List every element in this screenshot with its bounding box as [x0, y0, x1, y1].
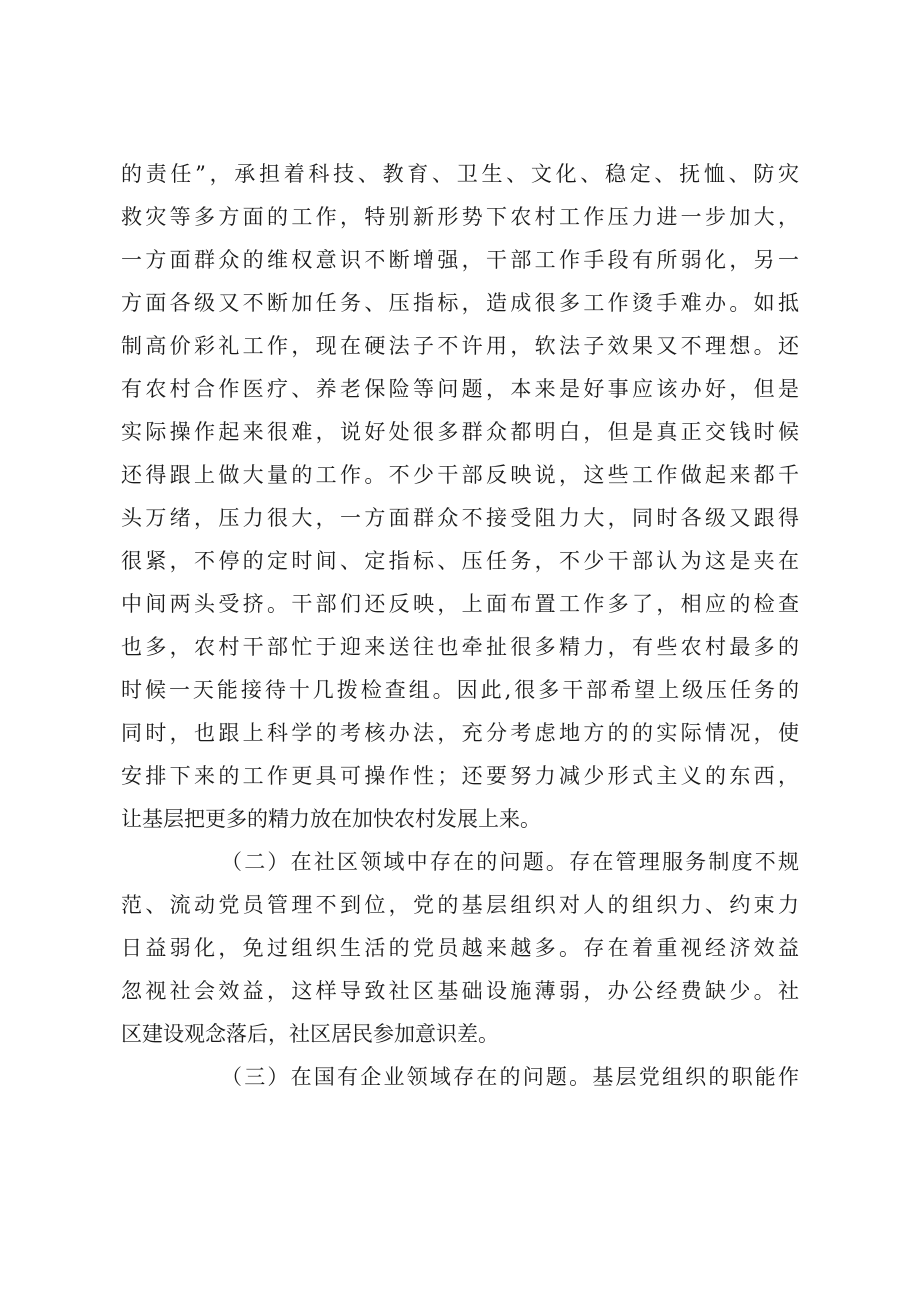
paragraph-community — [121, 841, 799, 1056]
text-line: 救灾等多方面的工作，特别新形势下农村工作压力进一步加大， — [121, 205, 799, 229]
text-line: （三）在国有企业领域存在的问题。基层党组织的职能作 — [221, 1065, 799, 1089]
text-line: 同时，也跟上科学的考核办法，充分考虑地方的的实际情况，使 — [121, 721, 799, 745]
text-line: 区建设观念落后，社区居民参加意识差。 — [121, 1022, 499, 1046]
text-line: 方面各级又不断加任务、压指标，造成很多工作烫手难办。如抵 — [121, 291, 799, 315]
text-line: 范、流动党员管理不到位，党的基层组织对人的组织力、约束力 — [121, 893, 799, 917]
text-line: 让基层把更多的精力放在加快农村发展上来。 — [121, 807, 541, 831]
text-line: 安排下来的工作更具可操作性；还要努力减少形式主义的东西， — [121, 764, 799, 788]
text-line: 中间两头受挤。干部们还反映，上面布置工作多了，相应的检查 — [121, 592, 799, 616]
text-line: （二）在社区领域中存在的问题。存在管理服务制度不规 — [221, 850, 799, 874]
paragraph-rural-work — [121, 153, 799, 841]
text-line: 日益弱化，免过组织生活的党员越来越多。存在着重视经济效益 — [121, 936, 799, 960]
text-line: 的责任”，承担着科技、教育、卫生、文化、稳定、抚恤、防灾 — [121, 162, 799, 186]
text-line: 也多，农村干部忙于迎来送往也牵扯很多精力，有些农村最多的 — [121, 635, 799, 659]
text-line: 头万绪，压力很大，一方面群众不接受阻力大，同时各级又跟得 — [121, 506, 799, 530]
text-line: 忽视社会效益，这样导致社区基础设施薄弱，办公经费缺少。社 — [121, 979, 799, 1003]
document-body — [121, 153, 799, 1099]
text-line: 有农村合作医疗、养老保险等问题，本来是好事应该办好，但是 — [121, 377, 799, 401]
text-line: 一方面群众的维权意识不断增强，干部工作手段有所弱化，另一 — [121, 248, 799, 272]
text-line: 还得跟上做大量的工作。不少干部反映说，这些工作做起来都千 — [121, 463, 799, 487]
text-line: 制高价彩礼工作，现在硬法子不许用，软法子效果又不理想。还 — [121, 334, 799, 358]
paragraph-state-enterprise — [121, 1056, 799, 1099]
text-line: 实际操作起来很难，说好处很多群众都明白，但是真正交钱时候 — [121, 420, 799, 444]
text-line: 时候一天能接待十几拨检查组。因此,很多干部希望上级压任务的 — [121, 678, 799, 702]
text-line: 很紧，不停的定时间、定指标、压任务，不少干部认为这是夹在 — [121, 549, 799, 573]
